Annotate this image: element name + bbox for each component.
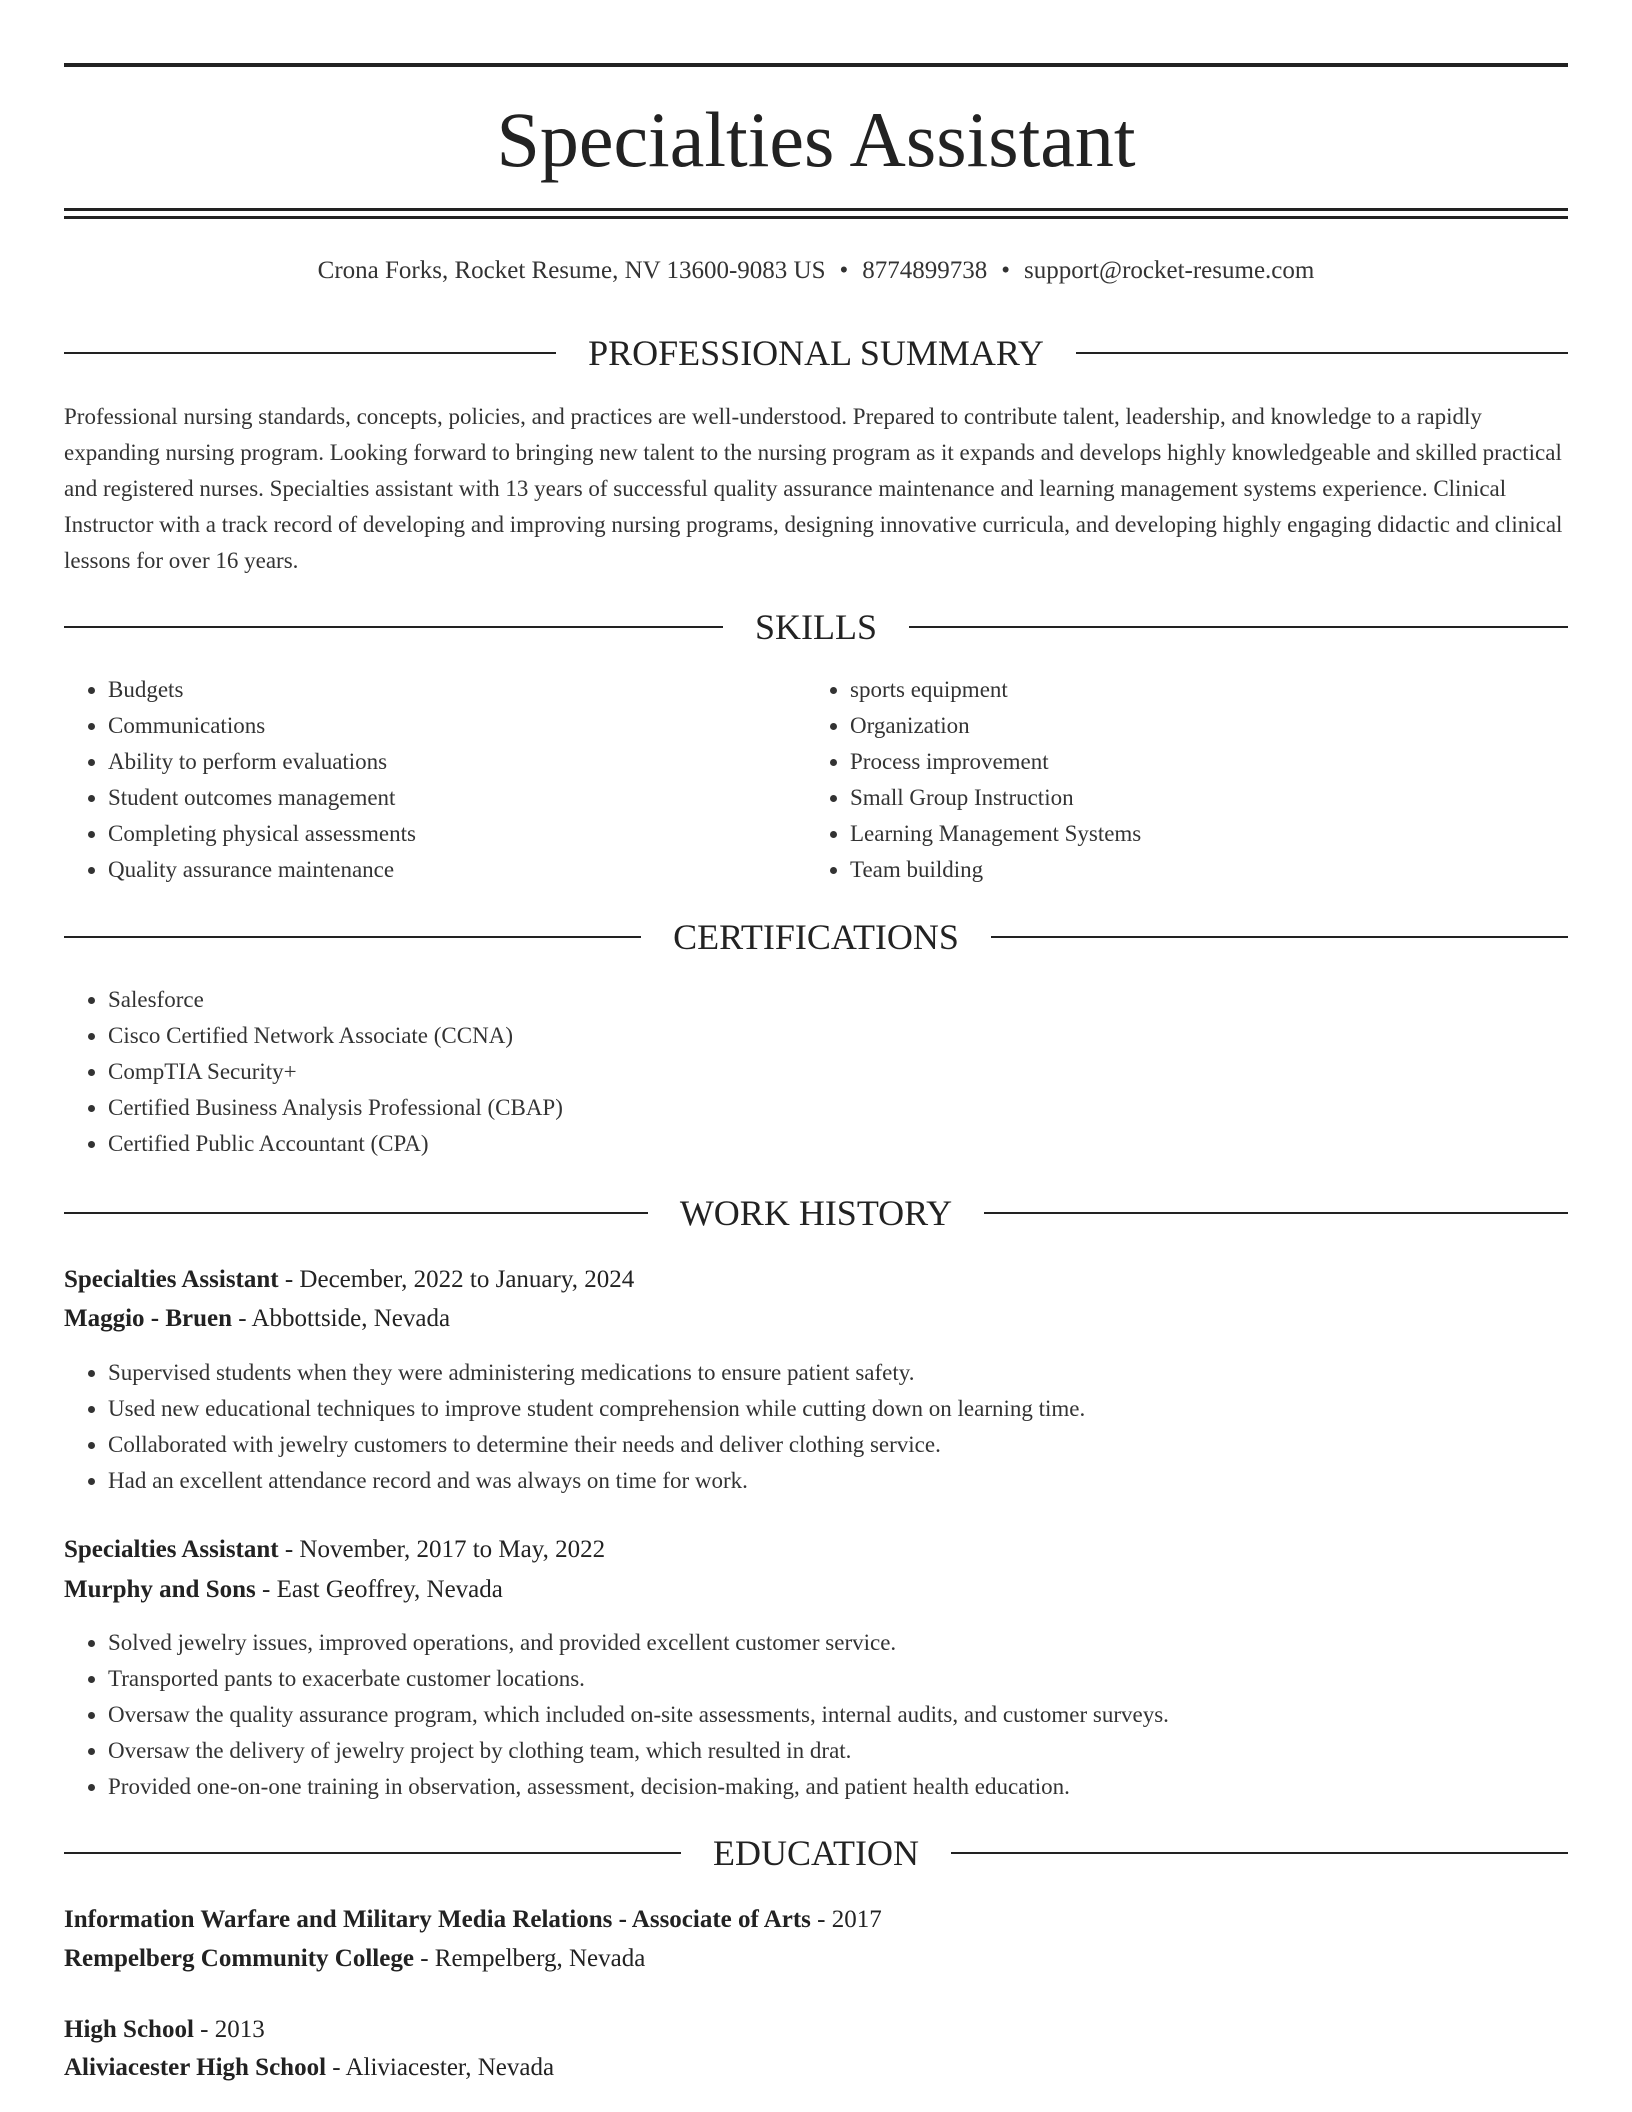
education-title: EDUCATION: [713, 1833, 919, 1873]
job-dates: - November, 2017 to May, 2022: [278, 1536, 606, 1563]
job-bullet: • Oversaw the delivery of jewelry project by clothing team, which resulted in drat.: [108, 1733, 1568, 1769]
job-company: Maggio - Bruen: [64, 1305, 233, 1332]
job-bullet: • Provided one-on-one training in observation, assessment, decision-making, and patient health education.: [108, 1769, 1568, 1805]
summary-heading: [64, 333, 1568, 373]
skill-item: • Team building: [850, 852, 1550, 888]
skill-item: • Completing physical assessments: [108, 816, 808, 852]
job-title-line: [64, 1263, 1568, 1297]
certification-item: • Certified Public Accountant (CPA): [108, 1126, 1508, 1162]
contact-address: Crona Forks, Rocket Resume, NV 13600-9083 US: [317, 257, 826, 284]
certification-item: • Certified Business Analysis Professional (CBAP): [108, 1090, 1508, 1126]
education-degree-line: [64, 2013, 1568, 2047]
job-bullet: • Oversaw the quality assurance program, which included on-site assessments, internal audits, and customer surveys.: [108, 1697, 1568, 1733]
skill-item: • Quality assurance maintenance: [108, 852, 808, 888]
education-year: - 2017: [810, 1906, 882, 1933]
skills-list-left: [64, 672, 808, 888]
contact-separator: •: [1001, 257, 1011, 284]
education-degree: Information Warfare and Military Media Relations - Associate of Arts: [64, 1906, 811, 1933]
summary-text: Professional nursing standards, concepts, policies, and practices are well-understood. Prepared to contribute talent, leadership, and knowledge to a rapidly expanding nursing program. Looking forward to bringing new talent to the nursing program as it expands and develops highly knowledgeable and skilled practical and registered nurses. Specialties assistant with 13 years of successful quality assurance maintenance and learning management systems experience. Clinical Instructor with a track record of developing and improving nursing programs, designing innovative curricula, and developing highly engaging didactic and clinical lessons for over 16 years.: [64, 404, 1563, 573]
work-heading: [64, 1193, 1568, 1233]
job-title: Specialties Assistant: [64, 1536, 279, 1563]
job-company-line: [64, 1573, 1568, 1607]
skill-item: • Communications: [108, 708, 808, 744]
job-company-line: [64, 1302, 1568, 1336]
skills-heading: [64, 607, 1568, 647]
heading-rule-left: [64, 626, 723, 628]
skill-item: • Student outcomes management: [108, 780, 808, 816]
contact-phone: 8774899738: [862, 257, 988, 284]
education-school-line: [64, 1942, 1568, 1976]
certification-item: • Cisco Certified Network Associate (CCNA): [108, 1018, 1508, 1054]
skill-item: • Budgets: [108, 672, 808, 708]
job-bullet: • Used new educational techniques to improve student comprehension while cutting down on learning time.: [108, 1391, 1568, 1427]
heading-rule-left: [64, 352, 556, 354]
education-location: - Aliviacester, Nevada: [326, 2054, 555, 2081]
education-school: Aliviacester High School: [64, 2054, 327, 2081]
job-bullet: • Supervised students when they were administering medications to ensure patient safety.: [108, 1355, 1568, 1391]
name-rule-lower: [64, 216, 1568, 219]
heading-rule-right: [991, 936, 1568, 938]
job-dates: - December, 2022 to January, 2024: [278, 1266, 635, 1293]
job-bullets: [64, 1355, 1568, 1499]
work-title: WORK HISTORY: [679, 1193, 953, 1233]
name-rule-upper: [64, 208, 1568, 211]
skill-item: • Small Group Instruction: [850, 780, 1550, 816]
certification-item: • CompTIA Security+: [108, 1054, 1508, 1090]
job-bullet: • Collaborated with jewelry customers to determine their needs and deliver clothing service.: [108, 1427, 1568, 1463]
skill-item: • sports equipment: [850, 672, 1550, 708]
job-company: Murphy and Sons: [64, 1576, 256, 1603]
heading-rule-right: [909, 626, 1568, 628]
education-location: - Rempelberg, Nevada: [413, 1945, 646, 1972]
job-bullet: • Solved jewelry issues, improved operations, and provided excellent customer service.: [108, 1625, 1568, 1661]
job-bullets: [64, 1625, 1568, 1805]
heading-rule-left: [64, 936, 641, 938]
education-heading: [64, 1833, 1568, 1873]
job-title-line: [64, 1533, 1568, 1567]
job-bullet: • Had an excellent attendance record and was always on time for work.: [108, 1463, 1568, 1499]
certifications-heading: [64, 917, 1568, 957]
contact-line: [64, 254, 1568, 288]
job-title: Specialties Assistant: [64, 1266, 279, 1293]
certifications-list: [64, 982, 1508, 1162]
education-degree-line: [64, 1903, 1568, 1937]
education-degree: High School: [64, 2016, 194, 2043]
skill-item: • Ability to perform evaluations: [108, 744, 808, 780]
top-rule: [64, 63, 1568, 67]
skill-item: • Learning Management Systems: [850, 816, 1550, 852]
job-bullet: • Transported pants to exacerbate customer locations.: [108, 1661, 1568, 1697]
candidate-name: Specialties Assistant: [496, 96, 1136, 183]
heading-rule-left: [64, 1212, 648, 1214]
certification-item: • Salesforce: [108, 982, 1508, 1018]
skills-list-right: [806, 672, 1550, 888]
contact-email: support@rocket-resume.com: [1024, 257, 1315, 284]
job-location: - East Geoffrey, Nevada: [255, 1576, 503, 1603]
heading-rule-left: [64, 1852, 681, 1854]
heading-rule-right: [951, 1852, 1568, 1854]
skill-item: • Organization: [850, 708, 1550, 744]
heading-rule-right: [984, 1212, 1568, 1214]
job-location: - Abbottside, Nevada: [232, 1305, 451, 1332]
skills-title: SKILLS: [755, 607, 878, 647]
certifications-title: CERTIFICATIONS: [673, 917, 959, 957]
education-year: - 2013: [193, 2016, 265, 2043]
summary-title: PROFESSIONAL SUMMARY: [588, 333, 1044, 373]
education-school: Rempelberg Community College: [64, 1945, 414, 1972]
contact-separator: •: [839, 257, 849, 284]
skill-item: • Process improvement: [850, 744, 1550, 780]
heading-rule-right: [1076, 352, 1568, 354]
education-school-line: [64, 2051, 1568, 2085]
